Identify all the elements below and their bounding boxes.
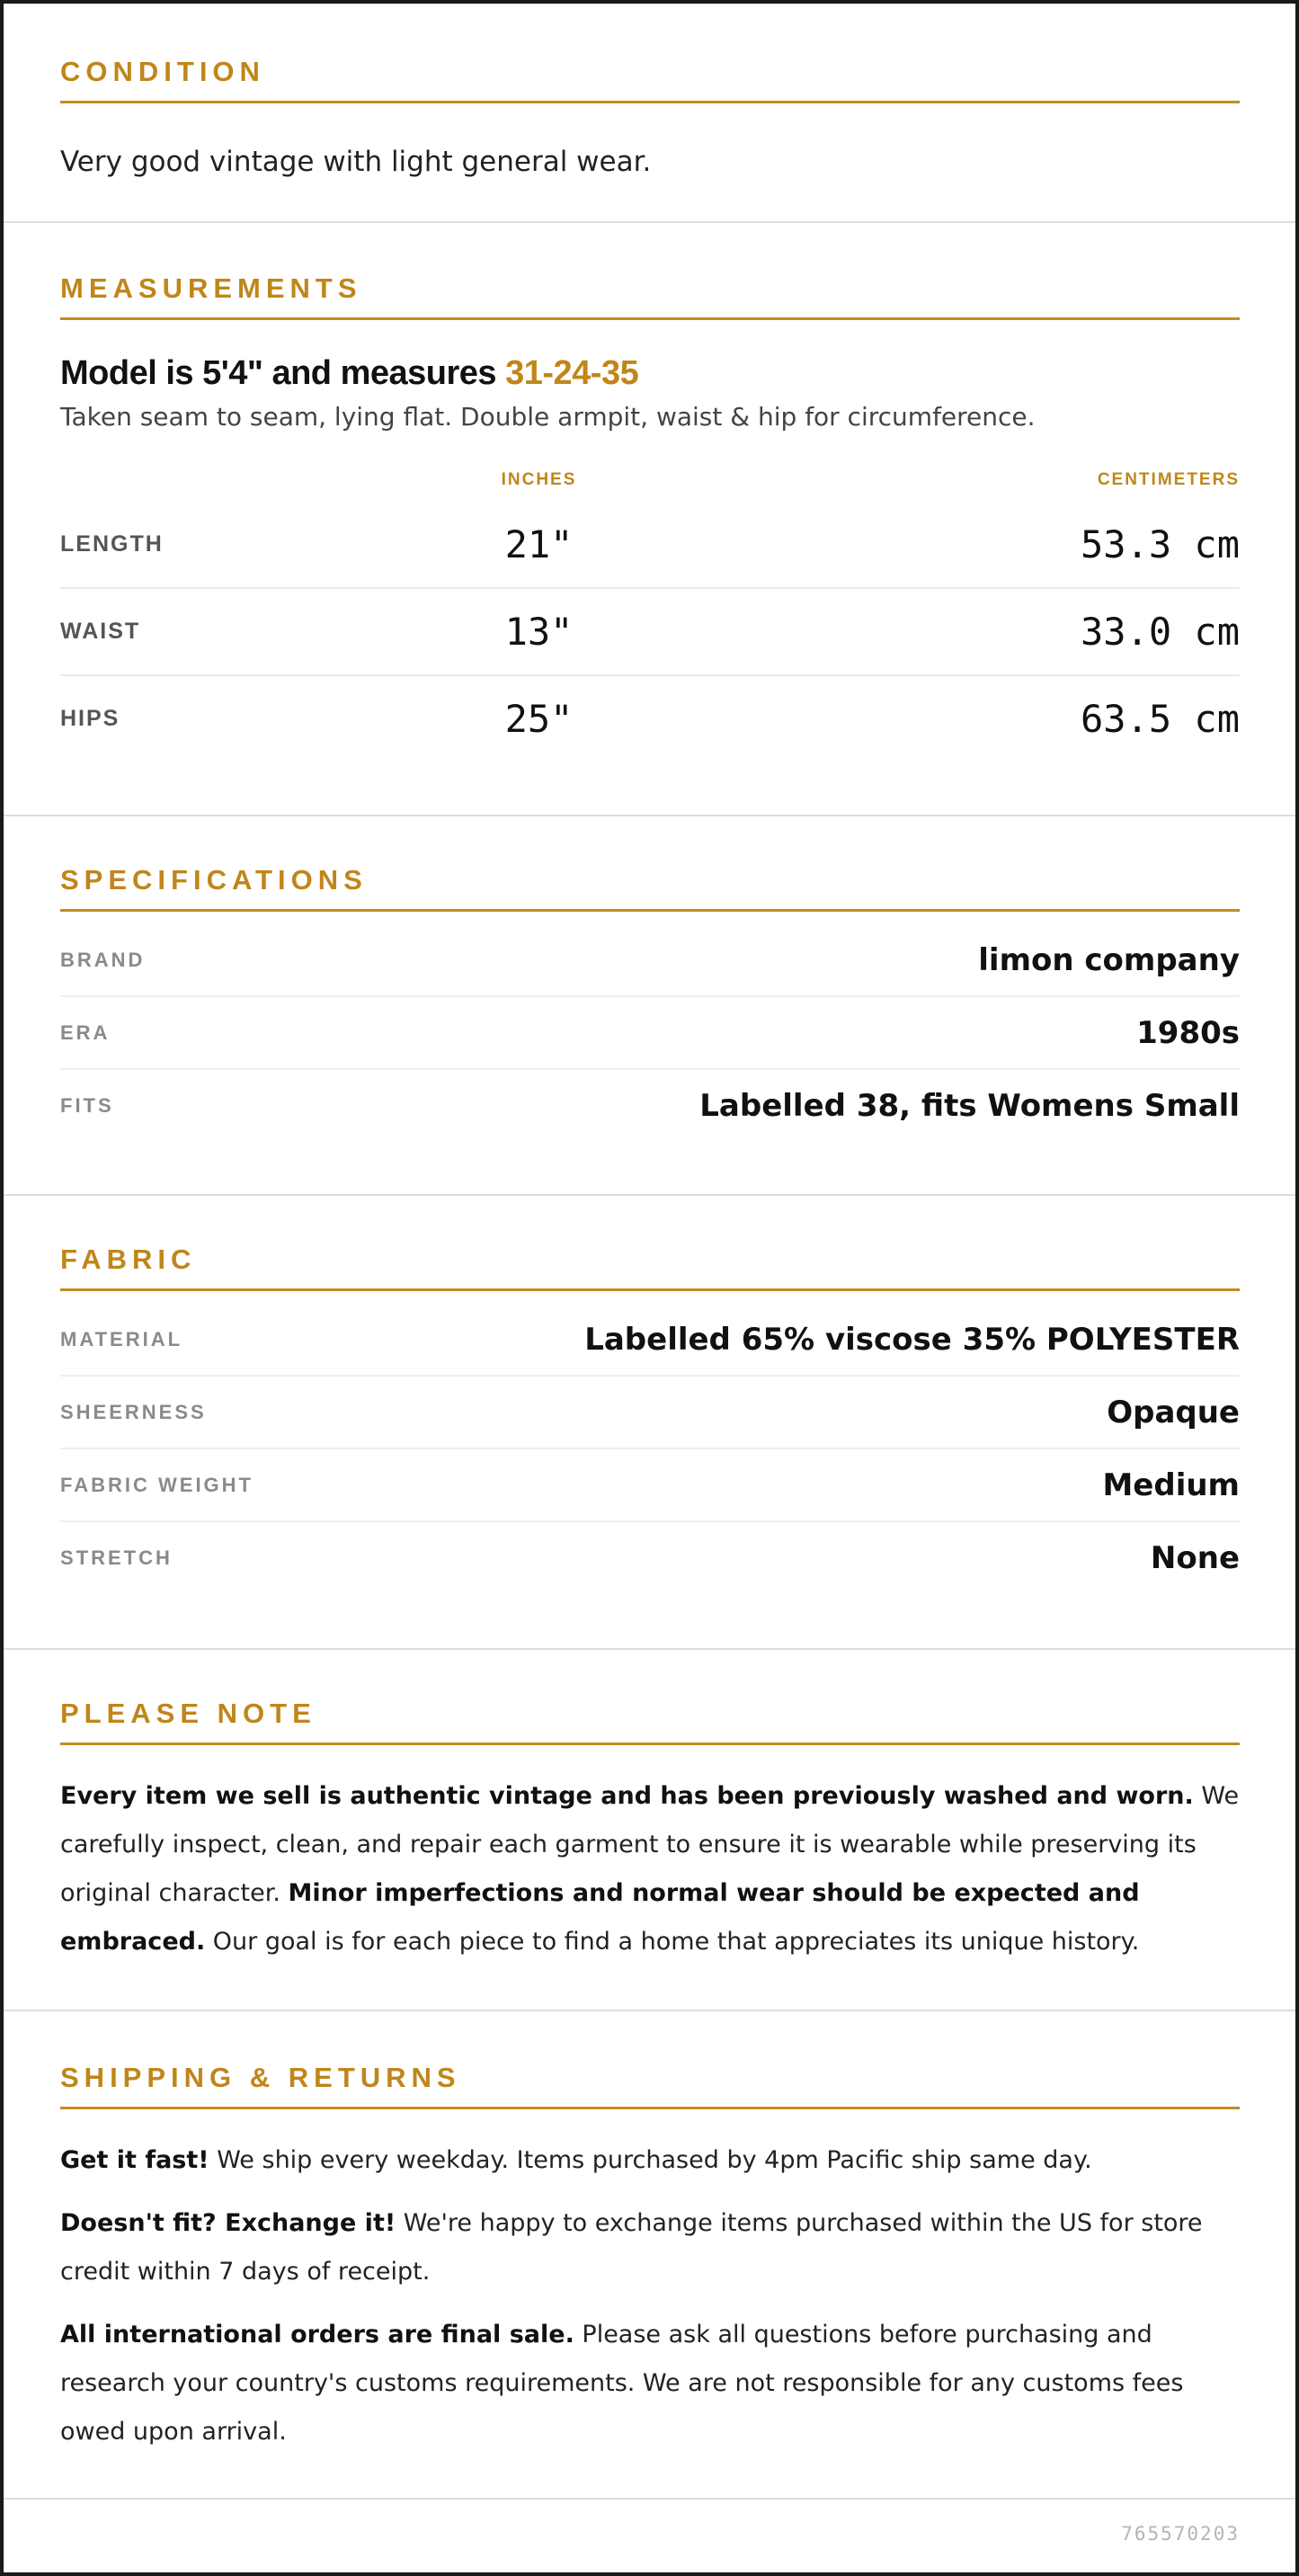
measurement-row-length	[60, 502, 1240, 587]
measurement-row-hips	[60, 674, 1240, 762]
condition-text: Very good vintage with light general wear.	[60, 146, 652, 178]
spec-label: BRAND	[60, 948, 146, 971]
please-note-section	[4, 1650, 1295, 2011]
fabric-label: SHEERNESS	[60, 1400, 207, 1423]
spec-value: limon company	[978, 941, 1240, 978]
sku-number: 765570203	[1121, 2523, 1240, 2545]
specifications-section	[4, 816, 1295, 1196]
shipping-text: We ship every weekday. Items purchased by 4pm Pacific ship same day.	[209, 2146, 1092, 2174]
spec-value: 1980s	[1136, 1014, 1240, 1051]
measurement-cm: 63.5 cm	[1080, 697, 1240, 741]
shipping-paragraph-fast	[60, 2136, 1240, 2185]
fabric-title: FABRIC	[60, 1245, 1240, 1291]
spec-label: FITS	[60, 1093, 114, 1117]
measurement-inches: 13"	[504, 610, 574, 654]
model-measurements-line	[60, 354, 1240, 393]
fabric-section	[4, 1196, 1295, 1650]
measurements-rows	[60, 502, 1240, 762]
shipping-paragraph-exchange	[60, 2199, 1240, 2296]
measurement-cm: 33.0 cm	[1080, 610, 1240, 654]
fabric-label: STRETCH	[60, 1546, 173, 1569]
condition-title: CONDITION	[60, 58, 1240, 103]
fabric-value: None	[1150, 1539, 1240, 1576]
fabric-value: Labelled 65% viscose 35% POLYESTER	[584, 1321, 1240, 1358]
inches-column-header: INCHES	[501, 470, 577, 489]
shipping-text: Please ask all questions before purchasing and research your country's customs requirements. We are not responsible for any customs fees owed upon arrival.	[60, 2321, 1184, 2446]
fabric-row-weight	[60, 1448, 1240, 1520]
measurement-label: LENGTH	[60, 531, 164, 557]
measurement-cm: 53.3 cm	[1080, 522, 1240, 566]
spec-row-brand	[60, 924, 1240, 995]
measurement-label: WAIST	[60, 619, 141, 644]
measurements-title: MEASUREMENTS	[60, 274, 1240, 320]
measurements-section	[4, 223, 1295, 816]
spec-row-era	[60, 995, 1240, 1068]
shipping-bold: Get it fast!	[60, 2146, 209, 2174]
shipping-text: We're happy to exchange items purchased within the US for store credit within 7 days of receipt.	[60, 2209, 1203, 2286]
note-bold-1: Every item we sell is authentic vintage and has been previously washed and worn.	[60, 1782, 1194, 1810]
shipping-paragraph-international	[60, 2311, 1240, 2456]
measurement-label: HIPS	[60, 706, 120, 731]
measurement-inches: 25"	[504, 697, 574, 741]
specifications-title: SPECIFICATIONS	[60, 866, 1240, 912]
specifications-list	[60, 924, 1240, 1141]
centimeters-column-header: CENTIMETERS	[1097, 470, 1240, 489]
spec-label: ERA	[60, 1021, 111, 1044]
fabric-value: Medium	[1102, 1466, 1240, 1503]
fabric-list	[60, 1304, 1240, 1593]
measurements-table	[60, 459, 1240, 762]
shipping-bold: Doesn't fit? Exchange it!	[60, 2209, 396, 2237]
measurements-note: Taken seam to seam, lying flat. Double armpit, waist & hip for circumference.	[60, 402, 1036, 432]
shipping-returns-title: SHIPPING & RETURNS	[60, 2063, 1240, 2109]
spec-row-fits	[60, 1068, 1240, 1141]
shipping-bold: All international orders are final sale.	[60, 2321, 574, 2349]
fabric-row-sheerness	[60, 1375, 1240, 1448]
measurement-inches: 21"	[504, 522, 574, 566]
condition-section	[4, 4, 1295, 223]
footer	[4, 2500, 1295, 2572]
shipping-returns-section	[4, 2011, 1295, 2500]
measurement-row-waist	[60, 587, 1240, 674]
fabric-label: MATERIAL	[60, 1327, 183, 1350]
note-text-2: Our goal is for each piece to find a home that appreciates its unique history.	[205, 1928, 1140, 1956]
fabric-row-stretch	[60, 1520, 1240, 1593]
model-measure: 31-24-35	[505, 354, 639, 392]
fabric-row-material	[60, 1304, 1240, 1375]
note-bold-2: Minor imperfections and normal wear should be expected and embraced.	[60, 1879, 1140, 1956]
fabric-label: FABRIC WEIGHT	[60, 1473, 254, 1496]
fabric-value: Opaque	[1107, 1394, 1240, 1431]
please-note-title: PLEASE NOTE	[60, 1699, 1240, 1745]
model-prefix: Model is 5'4" and measures	[60, 354, 506, 392]
please-note-text	[60, 1772, 1240, 1966]
measurements-table-header	[60, 459, 1240, 502]
note-text-1: We carefully inspect, clean, and repair each garment to ensure it is wearable while preserving its original character.	[60, 1782, 1240, 1907]
spec-value: Labelled 38, fits Womens Small	[699, 1087, 1240, 1124]
